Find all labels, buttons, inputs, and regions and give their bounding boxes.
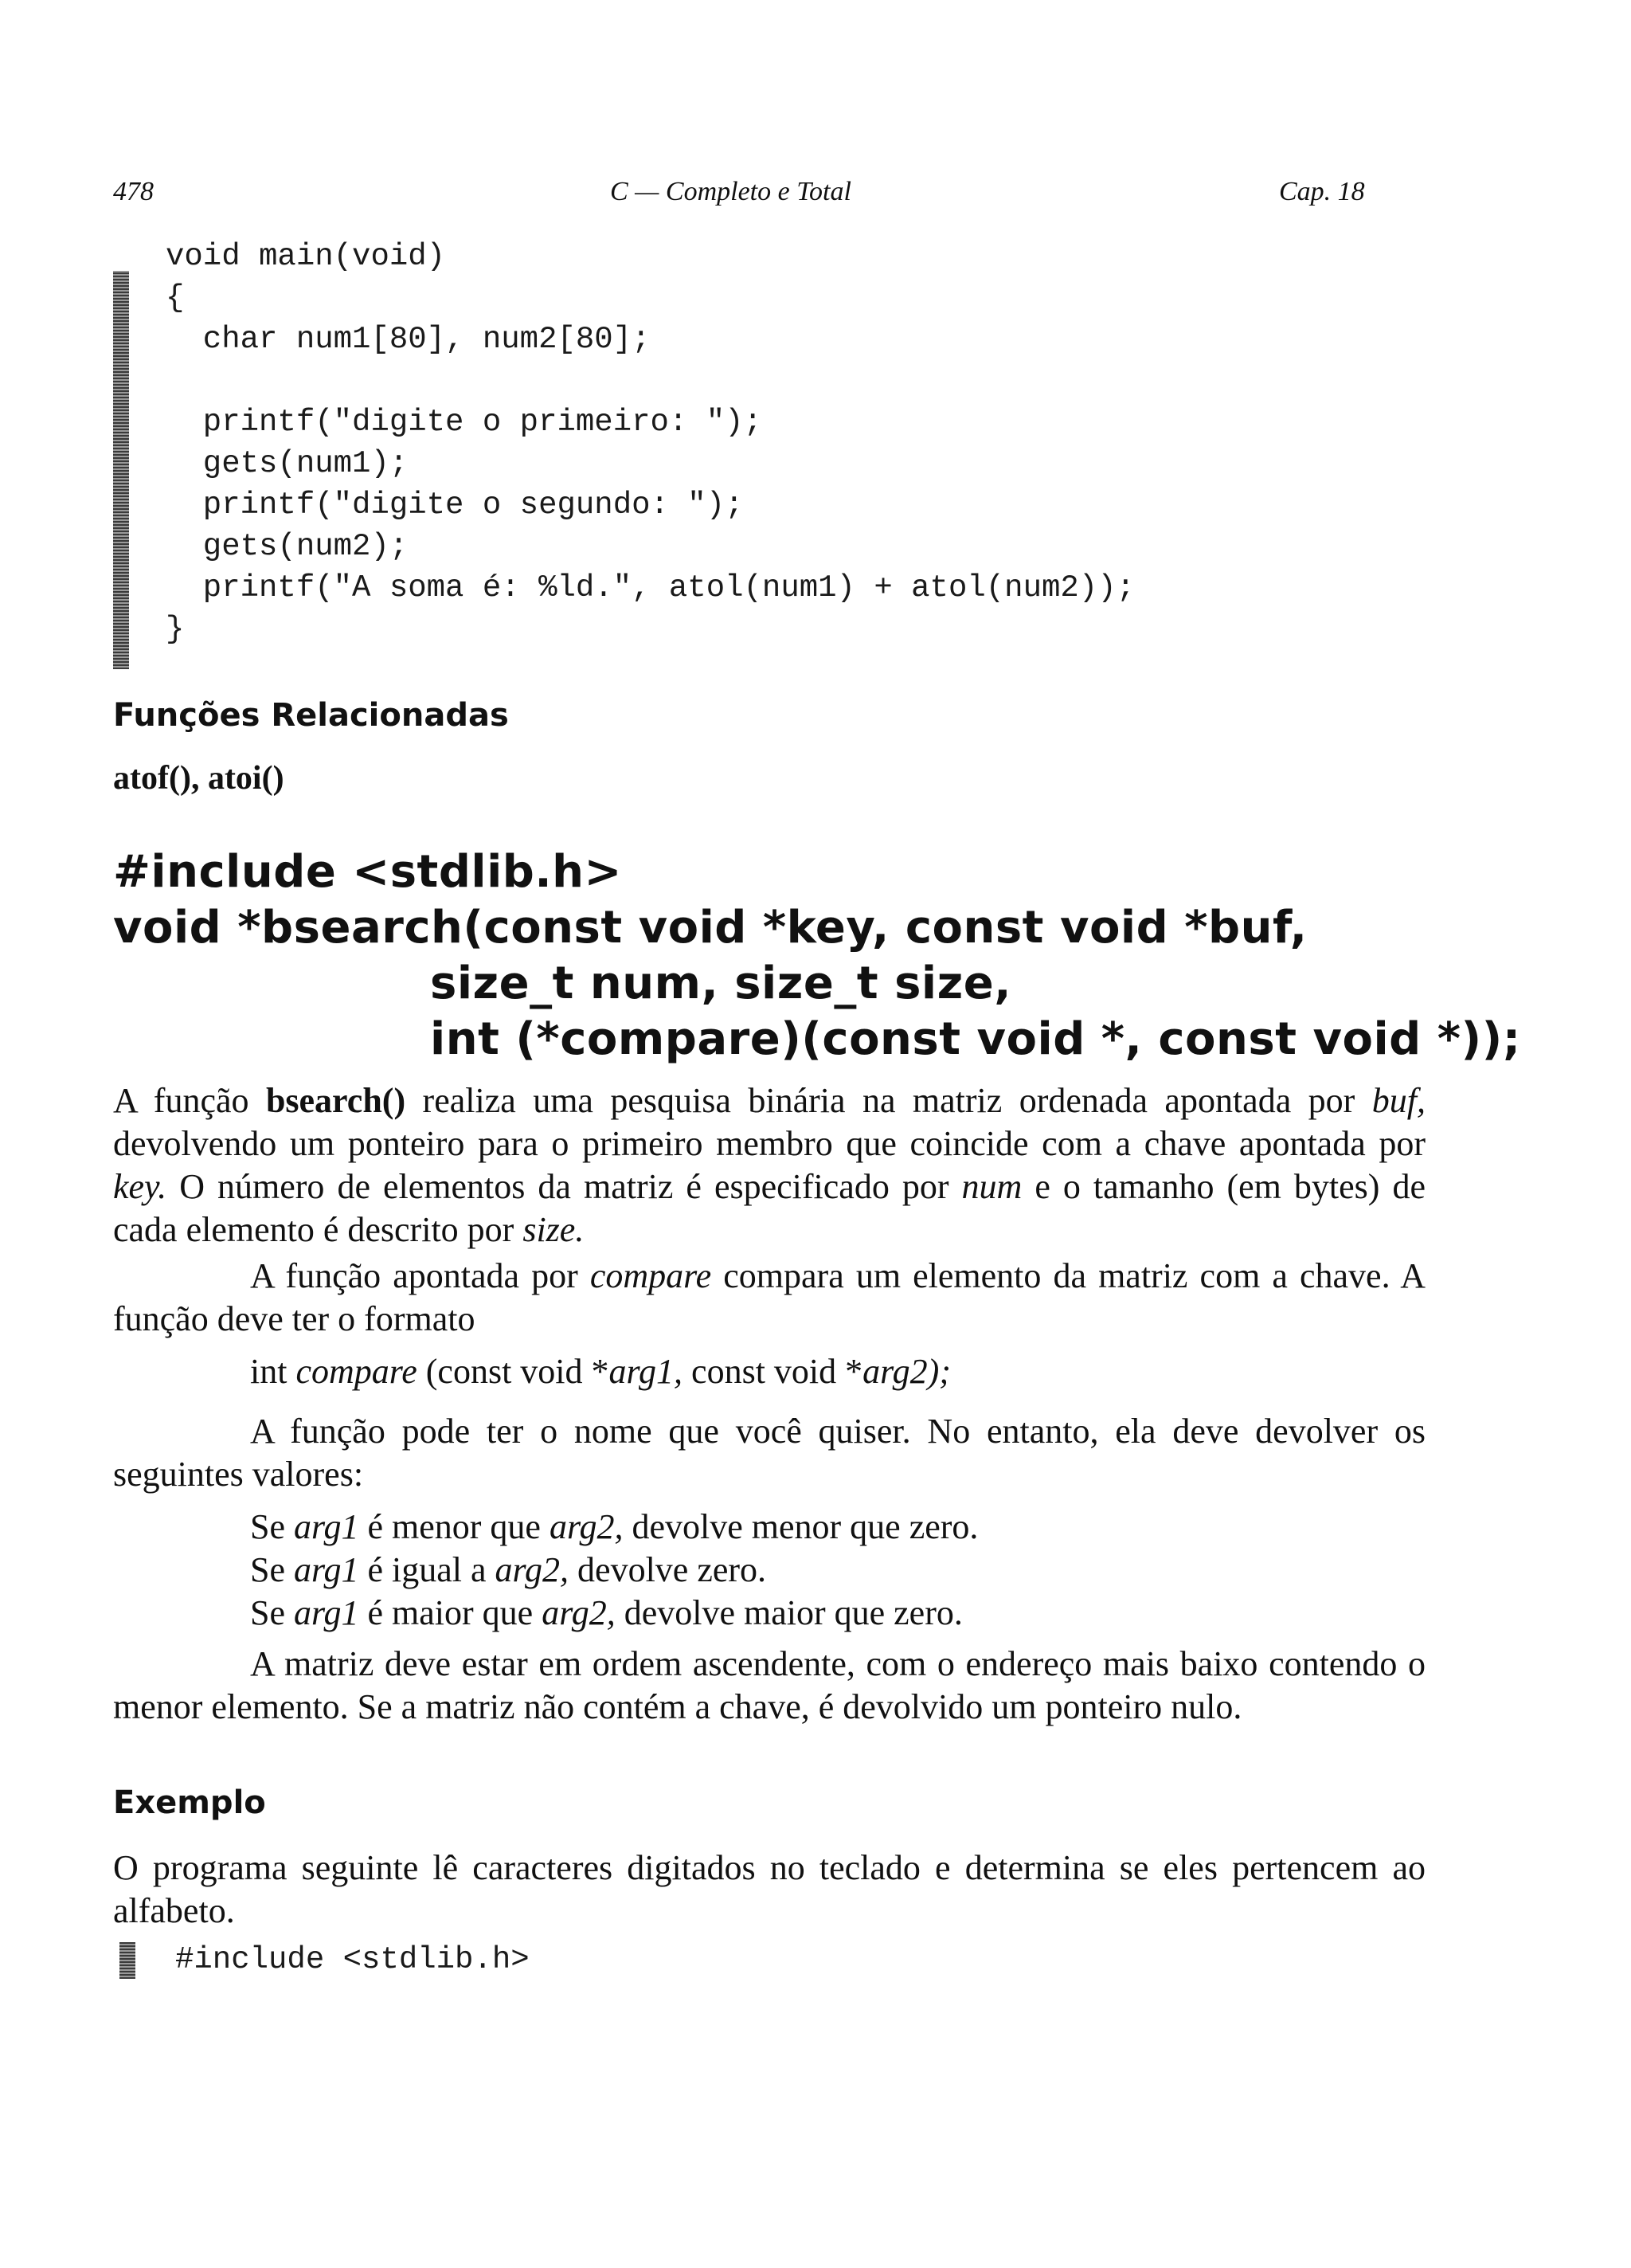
prototype-signature-line2: size_t num, size_t size, — [430, 958, 1011, 1009]
page-number: 478 — [113, 177, 154, 206]
book-title: C — Completo e Total — [610, 177, 851, 206]
code-block-marker — [113, 271, 129, 669]
prototype-include: #include <stdlib.h> — [113, 846, 622, 898]
rule-greater-than: Se arg1 é maior que arg2, devolve maior que zero. — [250, 1593, 963, 1632]
code-block-marker — [119, 1942, 135, 1979]
example-intro: O programa seguinte lê caracteres digitados no teclado e determina se eles pertencem ao alfabeto. — [113, 1848, 1426, 1930]
prototype-signature-line3: int (*compare)(const void *, const void *)); — [430, 1013, 1521, 1065]
code-block-example: #include <stdlib.h> — [175, 1942, 530, 1977]
related-functions-heading: Funções Relacionadas — [113, 697, 509, 734]
description-paragraph-2: A função apontada por compare compara um elemento da matriz com a chave. A função deve ter o formato — [113, 1256, 1426, 1338]
related-functions-list: atof(), atoi() — [113, 760, 284, 797]
code-block-main: void main(void) { char num1[80], num2[80]; printf("digite o primeiro: "); gets(num1); printf("digite o segundo: "); gets(num2); printf("A soma é: %ld.", atol(num1) + atol(num2)); } — [166, 239, 1135, 647]
rule-less-than: Se arg1 é menor que arg2, devolve menor que zero. — [250, 1507, 979, 1546]
chapter-label: Cap. 18 — [1279, 177, 1365, 206]
description-paragraph-4: A matriz deve estar em ordem ascendente, com o endereço mais baixo contendo o menor elemento. Se a matriz não contém a chave, é devolvido um ponteiro nulo. — [113, 1644, 1426, 1726]
example-heading: Exemplo — [113, 1784, 266, 1821]
compare-format-line: int compare (const void *arg1, const void *arg2); — [250, 1352, 951, 1391]
description-paragraph-3: A função pode ter o nome que você quiser. No entanto, ela deve devolver os seguintes valores: — [113, 1412, 1426, 1494]
rule-equal: Se arg1 é igual a arg2, devolve zero. — [250, 1550, 767, 1589]
description-paragraph-1: A função bsearch() realiza uma pesquisa binária na matriz ordenada apontada por buf, devolvendo um ponteiro para o primeiro membro que coincide com a chave apontada por key. O número de elementos da matriz é especificado por num e o tamanho (em bytes) de cada elemento é descrito por size. — [113, 1081, 1426, 1249]
prototype-signature-line1: void *bsearch(const void *key, const void *buf, — [113, 902, 1308, 954]
